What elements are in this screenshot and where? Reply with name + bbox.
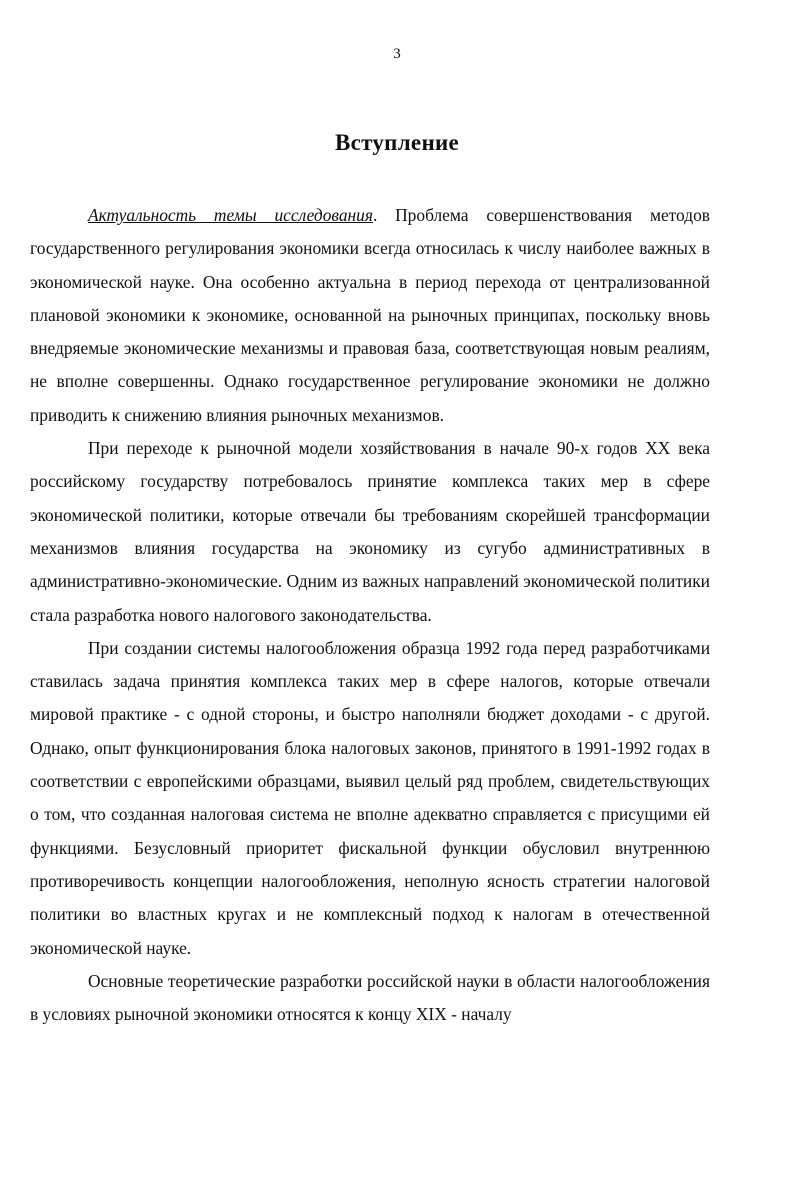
paragraph: При переходе к рыночной модели хозяйствования в начале 90-х годов XX века российскому государству потребовалось принятие комплекса таких мер в сфере экономической политики, которые отвечали бы требованиям скорейшей трансформации механизмов влияния государства на экономику из сугубо административных в административно-экономические. Одним из важных направлений экономической политики стала разработка нового налогового законодательства.	[30, 438, 710, 625]
paragraph: Основные теоретические разработки российской науки в области налогообложения в условиях рыночной экономики относятся к концу XIX - началу	[30, 970, 710, 1025]
page-title: Вступление	[334, 130, 460, 155]
document-body	[30, 199, 710, 1031]
paragraph-text: . Проблема совершенствования методов государственного регулирования экономики всегда относилась к числу наиболее важных в экономической науке. Она особенно актуальна в период перехода от централизованной плановой экономики к экономике, основанной на рыночных принципах, поскольку вновь внедряемые экономические механизмы и правовая база, соответствующая новым реалиям, не вполне совершенны. Однако государственное регулирование экономики не должно приводить к снижению влияния рыночных механизмов.	[30, 205, 710, 425]
page-number: 3	[393, 46, 401, 62]
paragraph-relevance	[30, 199, 710, 432]
paragraph: При создании системы налогообложения образца 1992 года перед разработчиками ставилась задача принятия комплекса таких мер в сфере налогов, которые отвечали мировой практике - с одной стороны, и быстро наполняли бюджет доходами - с другой. Однако, опыт функционирования блока налоговых законов, принятого в 1991-1992 годах в соответствии с европейскими образцами, выявил целый ряд проблем, свидетельствующих о том, что созданная налоговая система не вполне адекватно справляется с присущими ей функциями. Безусловный приоритет фискальной функции обусловил внутреннюю противоречивость концепции налогообложения, неполную ясность стратегии налоговой политики во властных кругах и не комплексный подход к налогам в отечественной экономической науке.	[30, 637, 710, 958]
relevance-heading: Актуальность темы исследования	[88, 205, 373, 225]
